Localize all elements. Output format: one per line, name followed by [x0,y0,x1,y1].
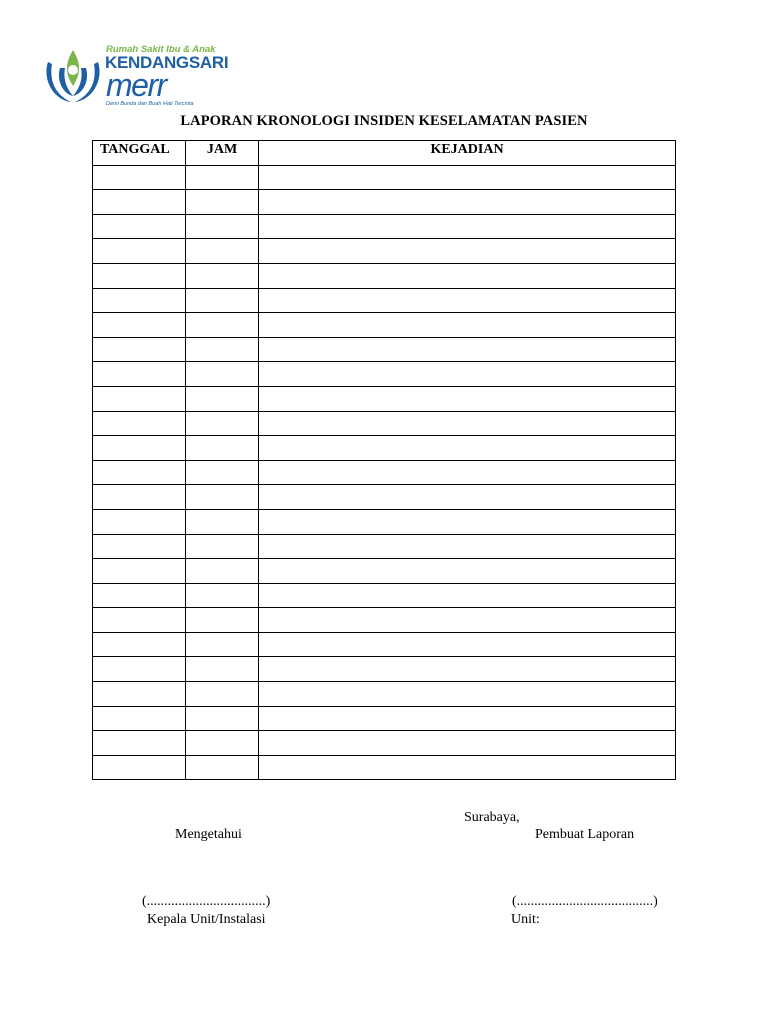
time-cell[interactable] [186,165,259,190]
date-cell[interactable] [93,731,186,756]
event-cell[interactable] [259,288,676,313]
event-cell[interactable] [259,534,676,559]
document-title: LAPORAN KRONOLOGI INSIDEN KESELAMATAN PASIEN [180,113,588,129]
logo-brand: merr [106,67,166,103]
table-row [93,362,676,387]
reporter-signature-line[interactable]: (.......................................) [512,894,658,909]
date-cell[interactable] [93,288,186,313]
time-cell[interactable] [186,288,259,313]
event-cell[interactable] [259,731,676,756]
table-body [93,165,676,780]
date-cell[interactable] [93,534,186,559]
time-cell[interactable] [186,755,259,780]
event-cell[interactable] [259,337,676,362]
table-row [93,436,676,461]
table-row [93,583,676,608]
date-cell[interactable] [93,632,186,657]
logo-motto: Demi Bunda dan Buah Hati Tercinta [106,101,194,107]
event-cell[interactable] [259,608,676,633]
table-row [93,731,676,756]
date-cell[interactable] [93,559,186,584]
table-row [93,239,676,264]
date-cell[interactable] [93,460,186,485]
time-cell[interactable] [186,362,259,387]
table-row [93,509,676,534]
date-cell[interactable] [93,657,186,682]
table-row [93,214,676,239]
acknowledged-label: Mengetahui [175,827,242,842]
date-cell[interactable] [93,583,186,608]
time-cell[interactable] [186,386,259,411]
time-cell[interactable] [186,534,259,559]
date-cell[interactable] [93,411,186,436]
time-cell[interactable] [186,460,259,485]
date-cell[interactable] [93,755,186,780]
time-cell[interactable] [186,632,259,657]
time-cell[interactable] [186,190,259,215]
table-row [93,657,676,682]
date-cell[interactable] [93,239,186,264]
date-cell[interactable] [93,706,186,731]
table-row [93,288,676,313]
time-cell[interactable] [186,411,259,436]
time-cell[interactable] [186,239,259,264]
event-cell[interactable] [259,239,676,264]
date-cell[interactable] [93,362,186,387]
time-cell[interactable] [186,313,259,338]
time-cell[interactable] [186,583,259,608]
table-row [93,337,676,362]
table-row [93,386,676,411]
date-cell[interactable] [93,509,186,534]
table-row [93,632,676,657]
table-row [93,706,676,731]
table-row [93,460,676,485]
event-cell[interactable] [259,583,676,608]
time-cell[interactable] [186,214,259,239]
logo-tagline: Rumah Sakit Ibu & Anak [106,44,216,55]
table-row [93,755,676,780]
date-cell[interactable] [93,214,186,239]
date-cell[interactable] [93,485,186,510]
time-cell[interactable] [186,436,259,461]
head-signature-line[interactable]: (..................................) [142,894,271,909]
event-cell[interactable] [259,214,676,239]
time-cell[interactable] [186,485,259,510]
time-cell[interactable] [186,559,259,584]
table-header-row [93,141,676,166]
table-row [93,313,676,338]
event-cell[interactable] [259,755,676,780]
header-kejadian: KEJADIAN [259,141,676,166]
event-cell[interactable] [259,632,676,657]
event-cell[interactable] [259,263,676,288]
logo-name: KENDANGSARI [105,53,229,72]
event-cell[interactable] [259,411,676,436]
date-cell[interactable] [93,337,186,362]
table-row [93,190,676,215]
event-cell[interactable] [259,657,676,682]
time-cell[interactable] [186,608,259,633]
time-cell[interactable] [186,337,259,362]
date-cell[interactable] [93,386,186,411]
date-cell[interactable] [93,436,186,461]
event-cell[interactable] [259,190,676,215]
chronology-table [92,140,676,780]
header-jam: JAM [186,141,259,166]
time-cell[interactable] [186,682,259,707]
event-cell[interactable] [259,706,676,731]
time-cell[interactable] [186,509,259,534]
table-row [93,682,676,707]
reporter-label: Pembuat Laporan [535,827,635,842]
event-cell[interactable] [259,485,676,510]
table-row [93,534,676,559]
date-cell[interactable] [93,190,186,215]
time-cell[interactable] [186,263,259,288]
table-row [93,411,676,436]
time-cell[interactable] [186,706,259,731]
head-role-label: Kepala Unit/Instalasi [147,912,266,927]
table-row [93,485,676,510]
city-label: Surabaya, [464,810,520,825]
event-cell[interactable] [259,509,676,534]
table-row [93,559,676,584]
event-cell[interactable] [259,386,676,411]
header-tanggal: TANGGAL [93,141,186,166]
event-cell[interactable] [259,460,676,485]
event-cell[interactable] [259,165,676,190]
date-cell[interactable] [93,608,186,633]
table-row [93,608,676,633]
event-cell[interactable] [259,362,676,387]
event-cell[interactable] [259,559,676,584]
date-cell[interactable] [93,263,186,288]
table-row [93,263,676,288]
hospital-logo [44,40,234,106]
date-cell[interactable] [93,313,186,338]
table-row [93,165,676,190]
time-cell[interactable] [186,657,259,682]
date-cell[interactable] [93,682,186,707]
reporter-unit-label: Unit: [511,912,540,927]
time-cell[interactable] [186,731,259,756]
lotus-emblem-icon [44,40,102,106]
event-cell[interactable] [259,436,676,461]
event-cell[interactable] [259,313,676,338]
event-cell[interactable] [259,682,676,707]
date-cell[interactable] [93,165,186,190]
